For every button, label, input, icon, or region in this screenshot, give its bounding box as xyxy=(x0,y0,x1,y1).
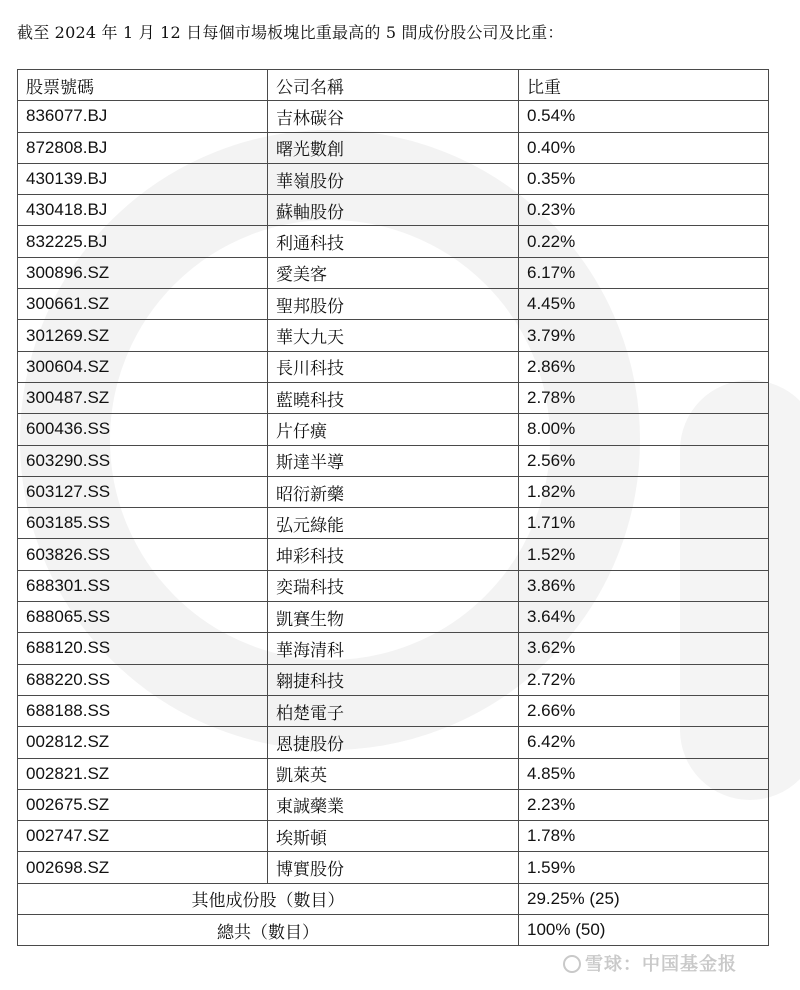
weight-cell: 2.86% xyxy=(519,351,769,382)
stock-code-cell: 688301.SS xyxy=(18,570,268,601)
table-row xyxy=(18,633,769,664)
table-row xyxy=(18,758,769,789)
stock-code-cell: 603826.SS xyxy=(18,539,268,570)
stock-code-cell: 603127.SS xyxy=(18,476,268,507)
company-name-cell: 凱萊英 xyxy=(268,758,519,789)
weight-cell: 1.52% xyxy=(519,539,769,570)
table-row xyxy=(18,132,769,163)
company-name-cell: 埃斯頓 xyxy=(268,821,519,852)
header-weight: 比重 xyxy=(519,70,769,101)
company-name-cell: 坤彩科技 xyxy=(268,539,519,570)
table-row xyxy=(18,476,769,507)
weight-cell: 2.66% xyxy=(519,695,769,726)
weight-cell: 3.64% xyxy=(519,602,769,633)
stock-code-cell: 688188.SS xyxy=(18,695,268,726)
table-row xyxy=(18,539,769,570)
others-value: 29.25% (25) xyxy=(519,883,769,914)
company-name-cell: 東誠藥業 xyxy=(268,789,519,820)
stock-code-cell: 300661.SZ xyxy=(18,289,268,320)
weight-cell: 2.72% xyxy=(519,664,769,695)
table-row xyxy=(18,445,769,476)
table-row xyxy=(18,163,769,194)
weight-cell: 6.42% xyxy=(519,727,769,758)
stock-code-cell: 002821.SZ xyxy=(18,758,268,789)
table-row xyxy=(18,195,769,226)
weight-cell: 1.59% xyxy=(519,852,769,883)
stock-code-cell: 832225.BJ xyxy=(18,226,268,257)
company-name-cell: 聖邦股份 xyxy=(268,289,519,320)
stock-code-cell: 603290.SS xyxy=(18,445,268,476)
weight-cell: 1.71% xyxy=(519,508,769,539)
weight-cell: 8.00% xyxy=(519,414,769,445)
watermark-text: 雪球：中国基金报 xyxy=(585,954,737,974)
stock-code-cell: 688065.SS xyxy=(18,602,268,633)
company-name-cell: 弘元綠能 xyxy=(268,508,519,539)
total-label: 總共（數目） xyxy=(18,915,519,946)
company-name-cell: 片仔癀 xyxy=(268,414,519,445)
header-company-name: 公司名稱 xyxy=(268,70,519,101)
holdings-table xyxy=(17,69,769,946)
table-row xyxy=(18,382,769,413)
weight-cell: 6.17% xyxy=(519,257,769,288)
company-name-cell: 華嶺股份 xyxy=(268,163,519,194)
weight-cell: 2.56% xyxy=(519,445,769,476)
table-row xyxy=(18,570,769,601)
weight-cell: 4.45% xyxy=(519,289,769,320)
others-label: 其他成份股（數目） xyxy=(18,883,519,914)
table-row xyxy=(18,257,769,288)
stock-code-cell: 688120.SS xyxy=(18,633,268,664)
table-header-row xyxy=(18,70,769,101)
stock-code-cell: 688220.SS xyxy=(18,664,268,695)
table-row xyxy=(18,320,769,351)
stock-code-cell: 836077.BJ xyxy=(18,101,268,132)
weight-cell: 0.35% xyxy=(519,163,769,194)
company-name-cell: 凱賽生物 xyxy=(268,602,519,633)
weight-cell: 1.78% xyxy=(519,821,769,852)
stock-code-cell: 430418.BJ xyxy=(18,195,268,226)
company-name-cell: 柏楚電子 xyxy=(268,695,519,726)
weight-cell: 2.78% xyxy=(519,382,769,413)
table-row xyxy=(18,602,769,633)
stock-code-cell: 300604.SZ xyxy=(18,351,268,382)
company-name-cell: 華大九天 xyxy=(268,320,519,351)
stock-code-cell: 301269.SZ xyxy=(18,320,268,351)
stock-code-cell: 002698.SZ xyxy=(18,852,268,883)
company-name-cell: 藍曉科技 xyxy=(268,382,519,413)
source-watermark xyxy=(563,950,737,976)
table-body xyxy=(18,101,769,883)
others-row xyxy=(18,883,769,914)
weight-cell: 3.86% xyxy=(519,570,769,601)
stock-code-cell: 002812.SZ xyxy=(18,727,268,758)
table-row xyxy=(18,226,769,257)
weight-cell: 2.23% xyxy=(519,789,769,820)
weight-cell: 3.79% xyxy=(519,320,769,351)
stock-code-cell: 872808.BJ xyxy=(18,132,268,163)
stock-code-cell: 002675.SZ xyxy=(18,789,268,820)
table-row xyxy=(18,821,769,852)
company-name-cell: 華海清科 xyxy=(268,633,519,664)
company-name-cell: 愛美客 xyxy=(268,257,519,288)
company-name-cell: 翱捷科技 xyxy=(268,664,519,695)
company-name-cell: 奕瑞科技 xyxy=(268,570,519,601)
weight-cell: 4.85% xyxy=(519,758,769,789)
total-row xyxy=(18,915,769,946)
table-row xyxy=(18,789,769,820)
table-row xyxy=(18,664,769,695)
stock-code-cell: 603185.SS xyxy=(18,508,268,539)
company-name-cell: 利通科技 xyxy=(268,226,519,257)
weight-cell: 0.23% xyxy=(519,195,769,226)
stock-code-cell: 300896.SZ xyxy=(18,257,268,288)
company-name-cell: 昭衍新藥 xyxy=(268,476,519,507)
stock-code-cell: 600436.SS xyxy=(18,414,268,445)
company-name-cell: 長川科技 xyxy=(268,351,519,382)
header-stock-code: 股票號碼 xyxy=(18,70,268,101)
table-row xyxy=(18,727,769,758)
table-row xyxy=(18,289,769,320)
table-row xyxy=(18,414,769,445)
company-name-cell: 吉林碳谷 xyxy=(268,101,519,132)
total-value: 100% (50) xyxy=(519,915,769,946)
stock-code-cell: 300487.SZ xyxy=(18,382,268,413)
stock-code-cell: 430139.BJ xyxy=(18,163,268,194)
table-row xyxy=(18,101,769,132)
table-row xyxy=(18,852,769,883)
weight-cell: 0.54% xyxy=(519,101,769,132)
weight-cell: 0.22% xyxy=(519,226,769,257)
company-name-cell: 斯達半導 xyxy=(268,445,519,476)
weight-cell: 1.82% xyxy=(519,476,769,507)
table-row xyxy=(18,695,769,726)
weight-cell: 3.62% xyxy=(519,633,769,664)
table-row xyxy=(18,508,769,539)
xueqiu-logo-icon xyxy=(563,955,581,973)
company-name-cell: 曙光數創 xyxy=(268,132,519,163)
company-name-cell: 恩捷股份 xyxy=(268,727,519,758)
table-row xyxy=(18,351,769,382)
company-name-cell: 蘇軸股份 xyxy=(268,195,519,226)
weight-cell: 0.40% xyxy=(519,132,769,163)
page-heading: 截至 2024 年 1 月 12 日每個市場板塊比重最高的 5 間成份股公司及比重： xyxy=(17,23,564,42)
company-name-cell: 博實股份 xyxy=(268,852,519,883)
stock-code-cell: 002747.SZ xyxy=(18,821,268,852)
